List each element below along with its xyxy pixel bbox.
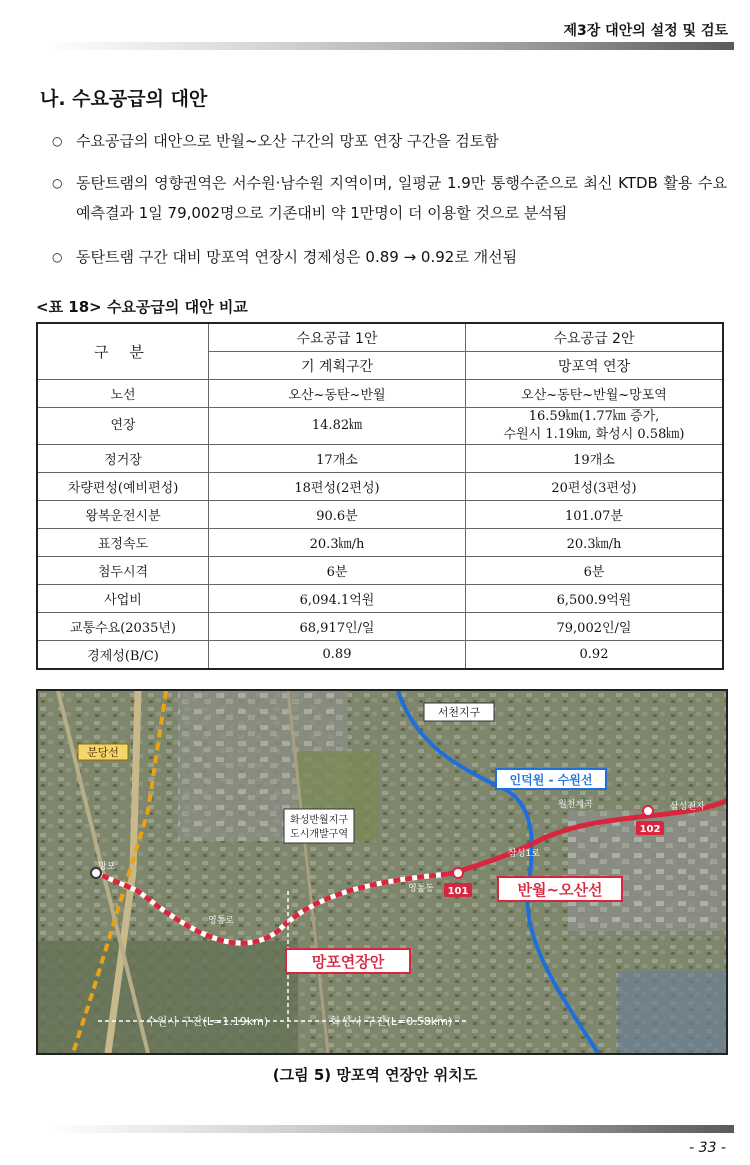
alt2-cell-line: 16.59㎞(1.77㎞ 증가, (528, 409, 660, 424)
alt1-cell: 68,917인/일 (209, 613, 466, 641)
table-row (37, 408, 723, 445)
section-title: 나. 수요공급의 대안 (40, 88, 208, 110)
bullet-item (52, 168, 727, 228)
row-label: 사업비 (37, 585, 209, 613)
alt2-cell: 0.92 (466, 641, 724, 670)
row-label: 차량편성(예비편성) (37, 473, 209, 501)
hwaseong-section-label: 화성시 구간(L=0.58km) (330, 1015, 453, 1028)
header-alt2-sub: 망포역 연장 (466, 352, 724, 380)
location-map (36, 689, 728, 1055)
seocheon-label: 서천지구 (437, 706, 481, 719)
alt1-cell: 18편성(2편성) (209, 473, 466, 501)
page-number: - 33 - (689, 1140, 726, 1156)
header-gubun: 구 분 (37, 323, 209, 380)
small-station-label: 삼성전자 (670, 802, 705, 812)
alt2-cell (466, 408, 724, 445)
small-station-label: 원천계곡 (558, 800, 593, 810)
alt1-cell: 20.3㎞/h (209, 529, 466, 557)
alt2-cell: 20.3㎞/h (466, 529, 724, 557)
mangpo-station-label: 망포 (98, 862, 116, 872)
small-station-label: 영통동 (408, 884, 435, 894)
alt2-cell: 20편성(3편성) (466, 473, 724, 501)
row-label: 첨두시격 (37, 557, 209, 585)
comparison-table (36, 322, 724, 670)
mangpo-ext-label: 망포연장안 (311, 953, 385, 971)
row-label: 왕복운전시분 (37, 501, 209, 529)
bullet-item (52, 242, 517, 272)
map-svg (38, 691, 726, 1053)
header-alt1-title: 수요공급 1안 (209, 323, 466, 352)
bullet-circle-icon: ○ (52, 250, 63, 264)
factory-area (618, 971, 726, 1053)
table-row (37, 529, 723, 557)
station-101-icon (453, 868, 463, 878)
table-row (37, 473, 723, 501)
alt1-cell: 오산~동탄~반월 (209, 380, 466, 408)
chapter-title: 제3장 대안의 설정 및 검토 (563, 23, 728, 39)
row-label: 노선 (37, 380, 209, 408)
alt2-cell: 79,002인/일 (466, 613, 724, 641)
station-102-label: 102 (639, 824, 661, 835)
alt2-cell: 101.07분 (466, 501, 724, 529)
figure-caption: (그림 5) 망포역 연장안 위치도 (272, 1066, 478, 1084)
alt1-cell: 6분 (209, 557, 466, 585)
bullet-text: 동탄트램의 영향권역은 서수원·남수원 지역이며, 일평균 1.9만 통행수준으로 최신 KTDB 활용 수요예측결과 1일 79,002명으로 기존대비 약 1만명이 더 이용할 것으로 분석됨 (76, 174, 727, 222)
alt2-cell: 6분 (466, 557, 724, 585)
table-row (37, 380, 723, 408)
row-label: 정거장 (37, 445, 209, 473)
table-row (37, 501, 723, 529)
footer-gradient-bar (46, 1125, 734, 1133)
banwol-osan-label: 반월~오산선 (517, 881, 603, 899)
banwol-district-label: 도시개발구역 (290, 829, 348, 840)
alt1-cell: 14.82㎞ (209, 408, 466, 445)
banwol-district-label: 화성반월지구 (290, 815, 348, 826)
alt2-cell-line: 수원시 1.19㎞, 화성시 0.58㎞) (503, 427, 685, 442)
bullet-item (52, 126, 499, 156)
table-row (37, 557, 723, 585)
row-label: 교통수요(2035년) (37, 613, 209, 641)
suwon-section-label: 수원시 구간(L=1.19km) (146, 1015, 269, 1028)
station-101-label: 101 (447, 886, 469, 897)
bullet-circle-icon: ○ (52, 176, 63, 190)
row-label: 연장 (37, 408, 209, 445)
alt1-cell: 0.89 (209, 641, 466, 670)
header-gradient-bar (46, 42, 734, 50)
table-caption: <표 18> 수요공급의 대안 비교 (36, 298, 248, 316)
bullet-text: 수요공급의 대안으로 반월~오산 구간의 망포 연장 구간을 검토함 (76, 132, 499, 150)
table-row (37, 445, 723, 473)
small-station-label: 삼성1로 (508, 849, 540, 859)
row-label: 경제성(B/C) (37, 641, 209, 670)
table-row (37, 641, 723, 670)
table-row (37, 613, 723, 641)
alt1-cell: 90.6분 (209, 501, 466, 529)
small-station-label: 영통로 (208, 916, 235, 926)
indeogwon-label: 인덕원 - 수원선 (509, 773, 593, 787)
bundang-label: 분당선 (87, 746, 119, 759)
alt2-cell: 19개소 (466, 445, 724, 473)
row-label: 표정속도 (37, 529, 209, 557)
alt2-cell: 6,500.9억원 (466, 585, 724, 613)
station-102-icon (643, 806, 653, 816)
alt1-cell: 17개소 (209, 445, 466, 473)
alt1-cell: 6,094.1억원 (209, 585, 466, 613)
bullet-circle-icon: ○ (52, 134, 63, 148)
header-alt1-sub: 기 계획구간 (209, 352, 466, 380)
header-alt2-title: 수요공급 2안 (466, 323, 724, 352)
alt2-cell: 오산~동탄~반월~망포역 (466, 380, 724, 408)
table-row (37, 585, 723, 613)
bullet-text: 동탄트램 구간 대비 망포역 연장시 경제성은 0.89 → 0.92로 개선됨 (76, 248, 518, 266)
